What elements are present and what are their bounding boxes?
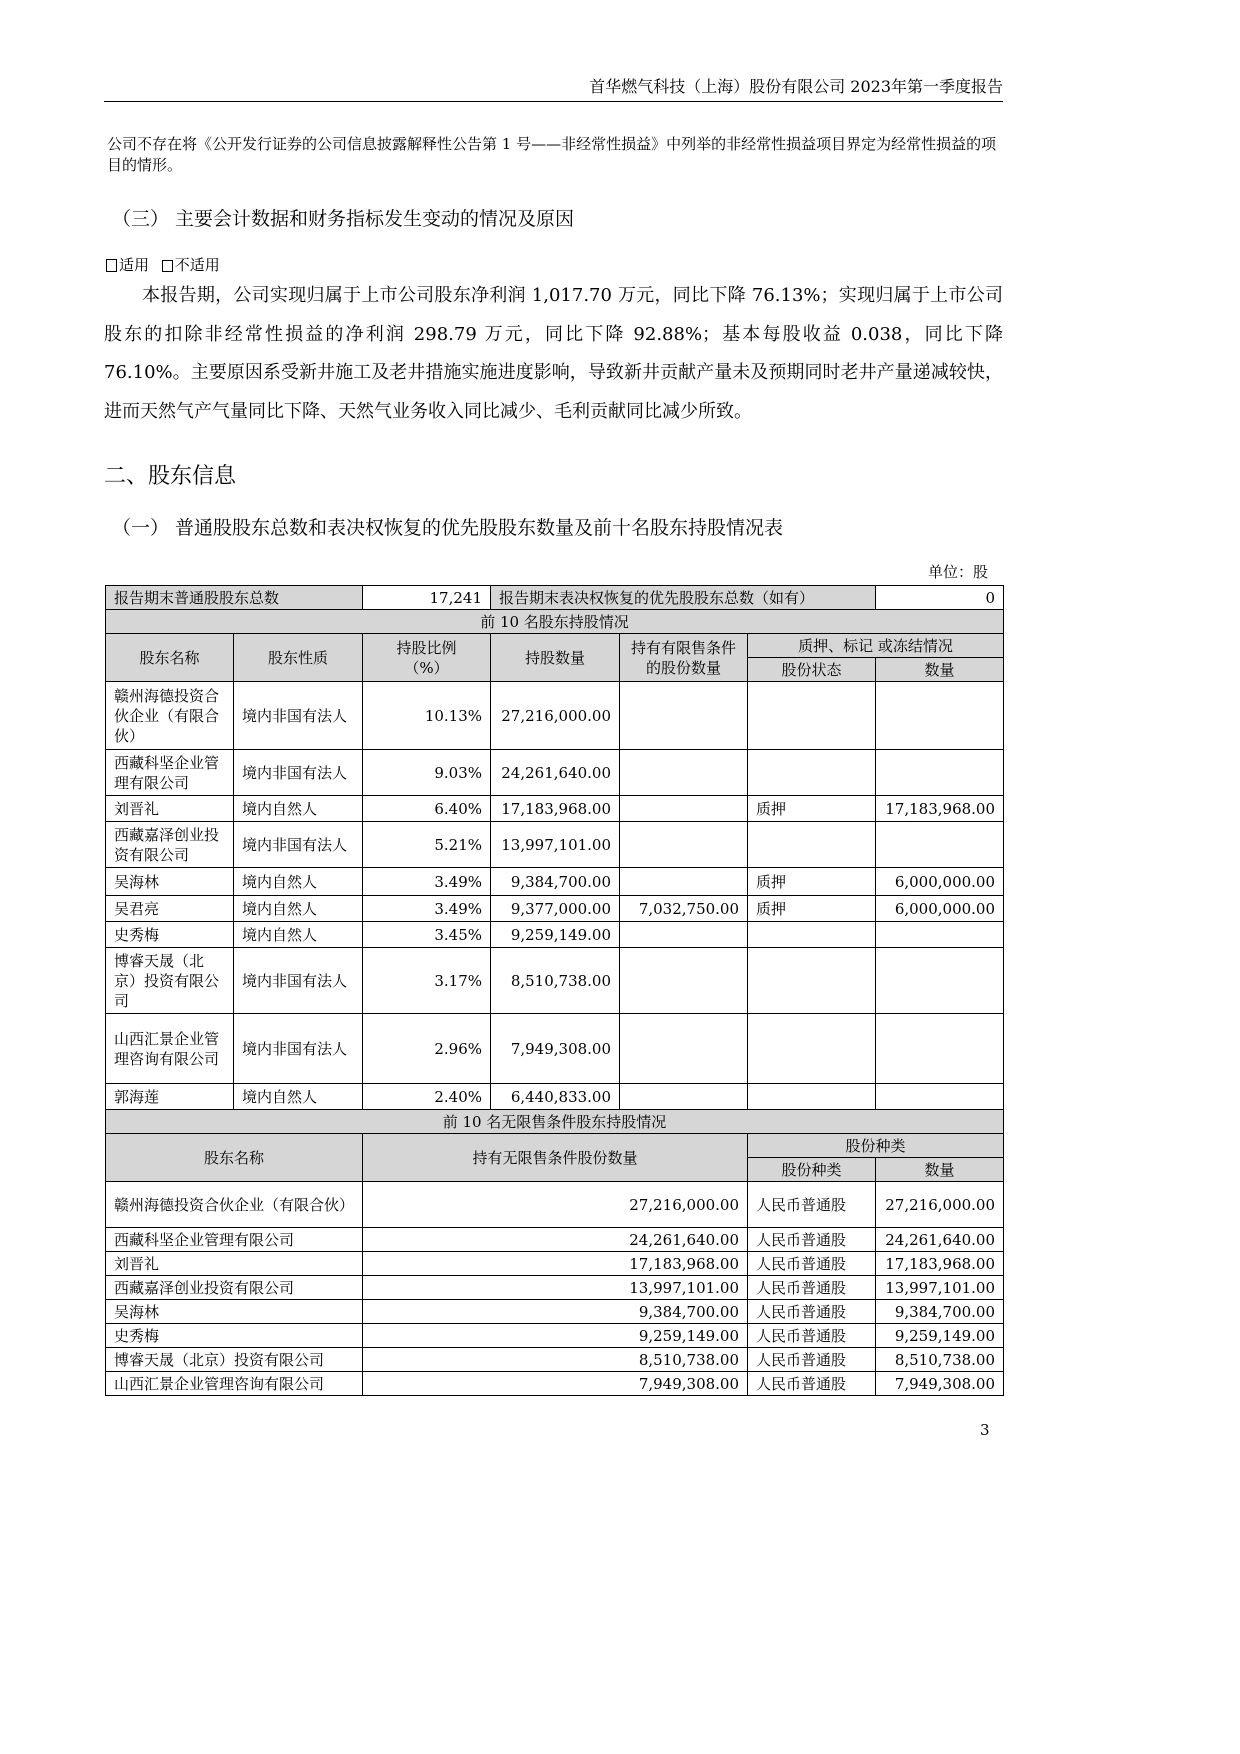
holding-qty: 6,440,833.00 [491, 1084, 620, 1110]
u-kind-qty: 8,510,738.00 [876, 1348, 1004, 1372]
u-kind-qty: 9,384,700.00 [876, 1300, 1004, 1324]
unit-label: 单位：股 [927, 563, 988, 581]
holding-ratio: 9.03% [363, 750, 491, 796]
u-holding-qty: 8,510,738.00 [363, 1348, 748, 1372]
summary-row [106, 586, 1004, 610]
restricted-qty [620, 682, 748, 750]
unrestricted-row [106, 1348, 1004, 1372]
pledge-qty [876, 682, 1004, 750]
holding-ratio: 3.17% [363, 948, 491, 1014]
pledge-qty: 6,000,000.00 [876, 896, 1004, 922]
top10-row [106, 948, 1004, 1014]
u-holder-name: 山西汇景企业管理咨询有限公司 [106, 1372, 363, 1396]
unrestricted-row [106, 1252, 1004, 1276]
pledge-qty: 6,000,000.00 [876, 868, 1004, 896]
u-holder-name: 博睿天晟（北京）投资有限公司 [106, 1348, 363, 1372]
not-applicable-label: 不适用 [174, 256, 220, 274]
unrestricted-row [106, 1300, 1004, 1324]
holder-nature: 境内自然人 [234, 922, 363, 948]
top10-row [106, 822, 1004, 868]
top10-row [106, 896, 1004, 922]
holding-qty: 27,216,000.00 [491, 682, 620, 750]
page-header: 首华燃气科技（上海）股份有限公司 2023年第一季度报告 [589, 77, 1003, 96]
pledge-qty [876, 922, 1004, 948]
u-share-kind: 人民币普通股 [748, 1182, 876, 1228]
holding-qty: 8,510,738.00 [491, 948, 620, 1014]
holder-name: 刘晋礼 [106, 796, 234, 822]
holding-ratio: 2.40% [363, 1084, 491, 1110]
restricted-qty [620, 822, 748, 868]
holding-ratio: 10.13% [363, 682, 491, 750]
top10-row [106, 1084, 1004, 1110]
top10-row [106, 682, 1004, 750]
u-holding-qty: 7,949,308.00 [363, 1372, 748, 1396]
holding-ratio: 3.45% [363, 922, 491, 948]
restricted-qty [620, 750, 748, 796]
pledge-status [748, 1084, 876, 1110]
unrestricted-row [106, 1372, 1004, 1396]
shareholder-table [105, 585, 1004, 1396]
pledge-status: 质押 [748, 796, 876, 822]
u-share-kind: 人民币普通股 [748, 1324, 876, 1348]
top10-row [106, 922, 1004, 948]
holder-name: 西藏科坚企业管理有限公司 [106, 750, 234, 796]
holder-nature: 境内非国有法人 [234, 750, 363, 796]
u-holder-name: 史秀梅 [106, 1324, 363, 1348]
holder-nature: 境内自然人 [234, 796, 363, 822]
u-kind-qty: 17,183,968.00 [876, 1252, 1004, 1276]
applicable-checkbox[interactable] [106, 259, 117, 272]
section-heading-changes: （三） 主要会计数据和财务指标发生变动的情况及原因 [112, 208, 575, 230]
col-header-u-qty: 持有无限售条件股份数量 [363, 1134, 748, 1182]
restricted-qty [620, 1084, 748, 1110]
holding-qty: 24,261,640.00 [491, 750, 620, 796]
page-number: 3 [980, 1421, 990, 1439]
restricted-qty [620, 1014, 748, 1084]
pledge-status: 质押 [748, 868, 876, 896]
subheading-shareholder-table: （一） 普通股股东总数和表决权恢复的优先股股东数量及前十名股东持股情况表 [112, 517, 784, 539]
u-kind-qty: 27,216,000.00 [876, 1182, 1004, 1228]
u-holder-name: 西藏嘉泽创业投资有限公司 [106, 1276, 363, 1300]
unrestricted-title-row [106, 1110, 1004, 1134]
holder-nature: 境内自然人 [234, 868, 363, 896]
pledge-qty: 17,183,968.00 [876, 796, 1004, 822]
restricted-qty [620, 948, 748, 1014]
u-holding-qty: 9,259,149.00 [363, 1324, 748, 1348]
col-header-nature: 股东性质 [234, 634, 363, 682]
u-holder-name: 吴海林 [106, 1300, 363, 1324]
pledge-qty [876, 750, 1004, 796]
holder-name: 赣州海德投资合伙企业（有限合伙） [106, 682, 234, 750]
restricted-qty [620, 796, 748, 822]
u-kind-qty: 7,949,308.00 [876, 1372, 1004, 1396]
applicability-options [106, 255, 220, 275]
col-header-u-kind: 股份种类 [748, 1158, 876, 1182]
holding-ratio: 3.49% [363, 868, 491, 896]
col-header-qty: 持股数量 [491, 634, 620, 682]
holding-ratio: 2.96% [363, 1014, 491, 1084]
col-header-restricted: 持有有限售条件的股份数量 [620, 634, 748, 682]
not-applicable-checkbox[interactable] [162, 260, 173, 272]
u-holder-name: 刘晋礼 [106, 1252, 363, 1276]
holding-ratio: 3.49% [363, 896, 491, 922]
holder-nature: 境内非国有法人 [234, 822, 363, 868]
u-share-kind: 人民币普通股 [748, 1372, 876, 1396]
u-share-kind: 人民币普通股 [748, 1300, 876, 1324]
top10-row [106, 750, 1004, 796]
pledge-status: 质押 [748, 896, 876, 922]
unrestricted-title: 前 10 名无限售条件股东持股情况 [106, 1110, 1004, 1134]
applicable-label: 适用 [119, 256, 150, 274]
section-heading-shareholders: 二、股东信息 [104, 464, 237, 489]
col-header-u-kind-qty: 数量 [876, 1158, 1004, 1182]
unrestricted-row [106, 1228, 1004, 1252]
u-holder-name: 赣州海德投资合伙企业（有限合伙） [106, 1182, 363, 1228]
top10-header-row [106, 634, 1004, 658]
u-holder-name: 西藏科坚企业管理有限公司 [106, 1228, 363, 1252]
holder-name: 史秀梅 [106, 922, 234, 948]
unrestricted-header-row [106, 1134, 1004, 1158]
top10-row [106, 1014, 1004, 1084]
holder-name: 郭海莲 [106, 1084, 234, 1110]
holding-qty: 13,997,101.00 [491, 822, 620, 868]
col-header-pledge-group: 质押、标记 或冻结情况 [748, 634, 1004, 658]
holder-name: 山西汇景企业管理咨询有限公司 [106, 1014, 234, 1084]
holder-name: 吴海林 [106, 868, 234, 896]
restricted-qty [620, 922, 748, 948]
u-holding-qty: 17,183,968.00 [363, 1252, 748, 1276]
pref-holders-label: 报告期末表决权恢复的优先股股东总数（如有） [491, 586, 876, 610]
holder-name: 西藏嘉泽创业投资有限公司 [106, 822, 234, 868]
holder-name: 博睿天晟（北京）投资有限公司 [106, 948, 234, 1014]
pledge-status [748, 750, 876, 796]
pledge-status [748, 922, 876, 948]
holding-qty: 9,384,700.00 [491, 868, 620, 896]
u-share-kind: 人民币普通股 [748, 1228, 876, 1252]
holding-qty: 9,377,000.00 [491, 896, 620, 922]
holder-name: 吴君亮 [106, 896, 234, 922]
unrestricted-row [106, 1182, 1004, 1228]
changes-explanation: 本报告期，公司实现归属于上市公司股东净利润 1,017.70 万元，同比下降 76.13%；实现归属于上市公司股东的扣除非经常性损益的净利润 298.79 万元，同比下降 92.88%；基本每股收益 0.038，同比下降 76.10%。主要原因系受新井施工及老井措施实施进度影响，导致新井贡献产量未及预期同时老井产量递减较快，进而天然气产气量同比下降、天然气业务收入同比减少、毛利贡献同比减少所致。 [104, 285, 1003, 422]
u-kind-qty: 9,259,149.00 [876, 1324, 1004, 1348]
pledge-status [748, 948, 876, 1014]
header-divider [104, 101, 1003, 102]
pledge-status [748, 822, 876, 868]
u-holding-qty: 13,997,101.00 [363, 1276, 748, 1300]
u-kind-qty: 24,261,640.00 [876, 1228, 1004, 1252]
holder-nature: 境内非国有法人 [234, 682, 363, 750]
holding-ratio: 5.21% [363, 822, 491, 868]
pledge-status [748, 682, 876, 750]
pledge-qty [876, 1084, 1004, 1110]
unrestricted-row [106, 1276, 1004, 1300]
total-holders-value: 17,241 [363, 586, 491, 610]
u-kind-qty: 13,997,101.00 [876, 1276, 1004, 1300]
top10-title: 前 10 名股东持股情况 [106, 610, 1004, 634]
holder-nature: 境内非国有法人 [234, 948, 363, 1014]
pledge-qty [876, 1014, 1004, 1084]
holder-nature: 境内自然人 [234, 896, 363, 922]
top10-row [106, 868, 1004, 896]
u-share-kind: 人民币普通股 [748, 1348, 876, 1372]
pledge-qty [876, 948, 1004, 1014]
u-share-kind: 人民币普通股 [748, 1252, 876, 1276]
col-header-name: 股东名称 [106, 634, 234, 682]
top10-row [106, 796, 1004, 822]
u-holding-qty: 27,216,000.00 [363, 1182, 748, 1228]
restricted-qty: 7,032,750.00 [620, 896, 748, 922]
pref-holders-value: 0 [876, 586, 1004, 610]
holding-qty: 7,949,308.00 [491, 1014, 620, 1084]
holder-nature: 境内非国有法人 [234, 1014, 363, 1084]
u-holding-qty: 24,261,640.00 [363, 1228, 748, 1252]
pledge-status [748, 1014, 876, 1084]
col-header-pledge-qty: 数量 [876, 658, 1004, 682]
col-header-pledge-status: 股份状态 [748, 658, 876, 682]
pledge-qty [876, 822, 1004, 868]
col-header-u-kind-group: 股份种类 [748, 1134, 1004, 1158]
holding-qty: 17,183,968.00 [491, 796, 620, 822]
top10-title-row [106, 610, 1004, 634]
col-header-ratio: 持股比例（%） [363, 634, 491, 682]
u-holding-qty: 9,384,700.00 [363, 1300, 748, 1324]
u-share-kind: 人民币普通股 [748, 1276, 876, 1300]
col-header-u-name: 股东名称 [106, 1134, 363, 1182]
intro-paragraph: 公司不存在将《公开发行证券的公司信息披露解释性公告第 1 号——非经常性损益》中列举的非经常性损益项目界定为经常性损益的项目的情形。 [107, 135, 997, 174]
total-holders-label: 报告期末普通股股东总数 [106, 586, 363, 610]
unrestricted-row [106, 1324, 1004, 1348]
holding-ratio: 6.40% [363, 796, 491, 822]
restricted-qty [620, 868, 748, 896]
holder-nature: 境内自然人 [234, 1084, 363, 1110]
holding-qty: 9,259,149.00 [491, 922, 620, 948]
